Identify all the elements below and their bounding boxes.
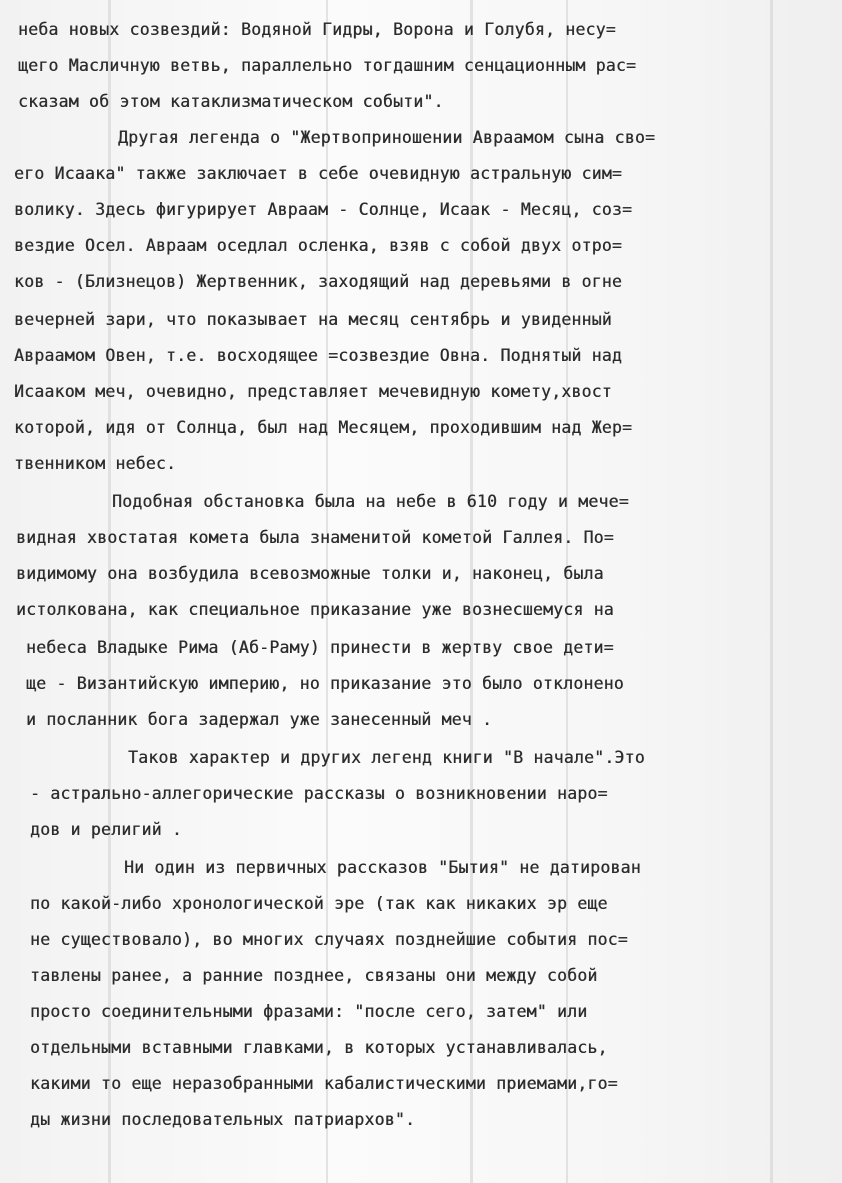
text-line: просто соединительными фразами: "после сего, затем" или — [30, 1002, 588, 1021]
text-line: небеса Владыке Рима (Аб-Раму) принести в жертву свое дети= — [26, 638, 614, 657]
text-line: вездие Осел. Авраам оседлал осленка, взяв с собой двух отро= — [14, 236, 623, 255]
text-line: отдельными вставными главками, в которых устанавливалась, — [30, 1038, 608, 1057]
text-line: Таков характер и других легенд книги "В начале".Это — [128, 748, 645, 767]
text-line: ды жизни последовательных патриархов". — [30, 1110, 416, 1129]
text-line: ков - (Близнецов) Жертвенник, заходящий над деревьями в огне — [14, 272, 623, 291]
text-line: щего Масличную ветвь, параллельно тогдашним сенцационным рас= — [18, 56, 637, 75]
text-line: видимому она возбудила всевозможные толки и, наконец, была — [16, 564, 604, 583]
text-line: вечерней зари, что показывает на месяц сентябрь и увиденный — [14, 310, 612, 329]
text-line: по какой-либо хронологической эре (так как никаких эр еще — [30, 894, 608, 913]
text-line: - астрально-аллегорические рассказы о возникновении наро= — [30, 784, 608, 803]
text-line: твенником небес. — [14, 454, 177, 473]
text-line: видная хвостатая комета была знаменитой кометой Галлея. По= — [16, 528, 614, 547]
text-line: которой, идя от Солнца, был над Месяцем, проходившим над Жер= — [14, 418, 633, 437]
text-line: не существовало), во многих случаях позднейшие события пос= — [30, 930, 628, 949]
text-line: дов и религий . — [30, 820, 183, 839]
text-line: Авраамом Овен, т.е. восходящее =созвездие Овна. Поднятый над — [14, 346, 623, 365]
text-line: неба новых созвездий: Водяной Гидры, Ворона и Голубя, несу= — [18, 20, 616, 39]
text-line: тавлены ранее, а ранние позднее, связаны они между собой — [30, 966, 598, 985]
text-line: и посланник бога задержал уже занесенный меч . — [26, 710, 493, 729]
text-line: его Исаака" также заключает в себе очевидную астральную сим= — [14, 164, 623, 183]
scan-streak — [770, 0, 773, 1183]
text-line: Другая легенда о "Жертвоприношении Авраамом сына сво= — [118, 128, 656, 147]
text-line: волику. Здесь фигурирует Авраам - Солнце, Исаак - Месяц, соз= — [14, 200, 633, 219]
text-line: Ни один из первичных рассказов "Бытия" не датирован — [124, 858, 641, 877]
text-line: Исааком меч, очевидно, представляет мечевидную комету,хвост — [14, 382, 612, 401]
text-line: истолкована, как специальное приказание уже вознесшемуся на — [16, 600, 614, 619]
text-line: какими то еще неразобранными кабалистическими приемами,го= — [30, 1074, 618, 1093]
text-line: сказам об этом катаклизматическом событи". — [18, 92, 444, 111]
text-line: ще - Византийскую империю, но приказание это было отклонено — [26, 674, 624, 693]
text-line: Подобная обстановка была на небе в 610 году и мече= — [112, 492, 629, 511]
